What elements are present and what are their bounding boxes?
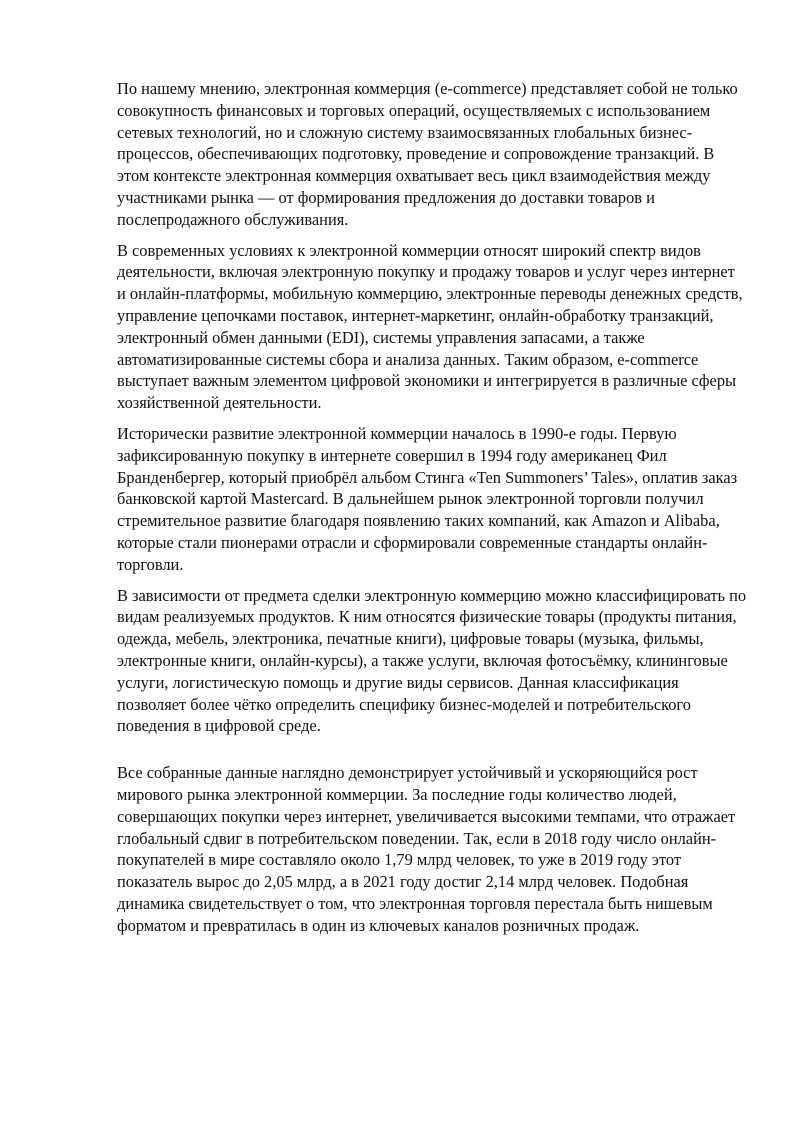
paragraph-ecommerce-history: Исторически развитие электронной коммерции началось в 1990-е годы. Первую зафиксированную покупку в интернете совершил в 1994 году американец Фил Бранденбергер, который приобрёл альбом Стинга «Ten Summoners’ Tales», оплатив заказ банковской картой Mastercard. В дальнейшем рынок электронной торговли получил стремительное развитие благодаря появлению таких компаний, как Amazon и Alibaba, которые стали пионерами отрасли и сформировали современные стандарты онлайн-торговли.: [117, 423, 738, 574]
paragraph-ecommerce-classification: В зависимости от предмета сделки электронную коммерцию можно классифицировать по видам реализуемых продуктов. К ним относятся физические товары (продукты питания, одежда, мебель, электроника, печатные книги), цифровые товары (музыка, фильмы, электронные книги, онлайн-курсы), а также услуги, включая фотосъёмку, клининговые услуги, логистическую помощь и другие виды сервисов. Данная классификация позволяет более чётко определить специфику бизнес-моделей и потребительского поведения в цифровой среде.: [117, 585, 747, 736]
paragraph-ecommerce-market-growth: Все собранные данные наглядно демонстрирует устойчивый и ускоряющийся рост мирового рынка электронной коммерции. За последние годы количество людей, совершающих покупки через интернет, увеличивается высокими темпами, что отражает глобальный сдвиг в потребительском поведении. Так, если в 2018 году число онлайн-покупателей в мире составляло около 1,79 млрд человек, то уже в 2019 году этот показатель вырос до 2,05 млрд, а в 2021 году достиг 2,14 млрд человек. Подобная динамика свидетельствует о том, что электронная торговля перестала быть нишевым форматом и превратилась в один из ключевых каналов розничных продаж.: [117, 763, 736, 935]
paragraph-ecommerce-activities: В современных условиях к электронной коммерции относят широкий спектр видов деятельности, включая электронную покупку и продажу товаров и услуг через интернет и онлайн-платформы, мобильную коммерцию, электронные переводы денежных средств, управление цепочками поставок, интернет-маркетинг, онлайн-обработку транзакций, электронный обмен данными (EDI), системы управления запасами, а также автоматизированные системы сбора и анализа данных. Таким образом, e-commerce выступает важным элементом цифровой экономики и интегрируется в различные сферы хозяйственной деятельности.: [117, 240, 743, 413]
paragraph-ecommerce-definition: По нашему мнению, электронная коммерция (e-commerce) представляет собой не только совокупность финансовых и торговых операций, осуществляемых с использованием сетевых технологий, но и сложную систему взаимосвязанных глобальных бизнес-процессов, обеспечивающих подготовку, проведение и сопровождение транзакций. В этом контексте электронная коммерция охватывает весь цикл взаимодействия между участниками рынка — от формирования предложения до доставки товаров и послепродажного обслуживания.: [117, 79, 738, 229]
document-page: [117, 78, 747, 945]
